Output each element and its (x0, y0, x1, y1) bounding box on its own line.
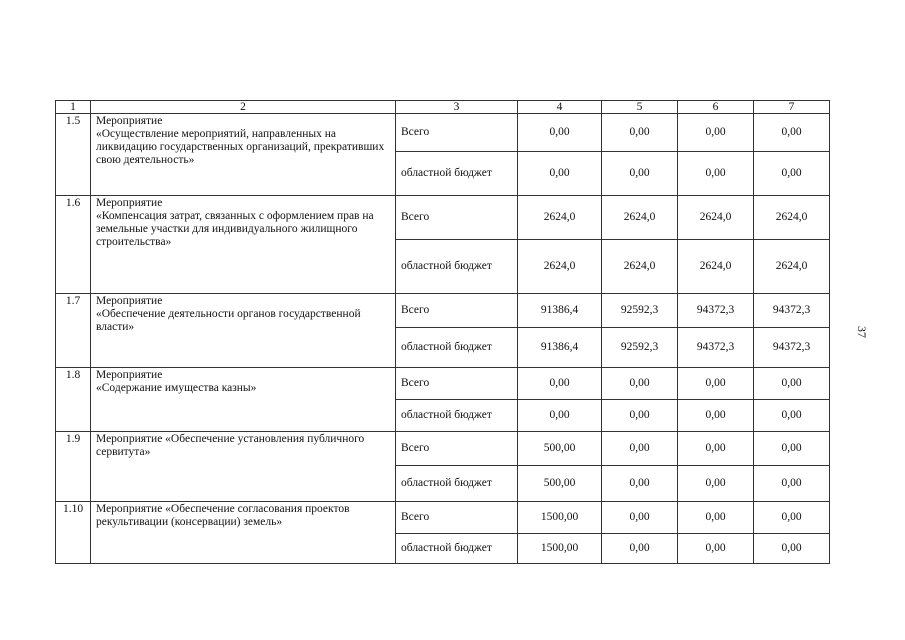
funding-source: областной бюджет (396, 466, 518, 502)
item-name (91, 294, 396, 368)
value-cell: 0,00 (754, 432, 830, 466)
value-cell: 0,00 (678, 152, 754, 196)
value-cell: 0,00 (602, 432, 678, 466)
value-cell: 0,00 (602, 152, 678, 196)
item-title: Мероприятие (96, 115, 163, 127)
value-cell: 0,00 (754, 502, 830, 534)
header-cell: 2 (91, 101, 396, 114)
value-cell: 2624,0 (602, 196, 678, 240)
value-cell: 92592,3 (602, 328, 678, 368)
item-number: 1.6 (56, 196, 91, 294)
value-cell: 0,00 (678, 400, 754, 432)
value-cell: 0,00 (754, 534, 830, 564)
funding-source: Всего (396, 502, 518, 534)
value-cell: 91386,4 (518, 328, 602, 368)
funding-source: Всего (396, 368, 518, 400)
funding-source: областной бюджет (396, 240, 518, 294)
funding-source: Всего (396, 294, 518, 328)
value-cell: 0,00 (754, 466, 830, 502)
item-number: 1.5 (56, 114, 91, 196)
item-number: 1.10 (56, 502, 91, 564)
value-cell: 0,00 (754, 114, 830, 152)
item-name (91, 114, 396, 196)
value-cell: 1500,00 (518, 534, 602, 564)
funding-source: областной бюджет (396, 534, 518, 564)
value-cell: 0,00 (754, 368, 830, 400)
item-description: «Компенсация затрат, связанных с оформлением прав на земельные участки для индивидуального жилищного строительства» (96, 210, 374, 248)
page-number: 37 (855, 326, 869, 338)
item-description: «Осуществление мероприятий, направленных на ликвидацию государственных организаций, прекративших свою деятельность» (96, 128, 385, 166)
value-cell: 0,00 (518, 400, 602, 432)
value-cell: 500,00 (518, 466, 602, 502)
item-title: Мероприятие (96, 295, 163, 307)
value-cell: 0,00 (602, 534, 678, 564)
item-name (91, 432, 396, 502)
value-cell: 0,00 (602, 400, 678, 432)
value-cell: 0,00 (678, 502, 754, 534)
value-cell: 500,00 (518, 432, 602, 466)
funding-source: Всего (396, 114, 518, 152)
value-cell: 0,00 (754, 152, 830, 196)
header-cell: 7 (754, 101, 830, 114)
value-cell: 0,00 (678, 466, 754, 502)
item-number: 1.9 (56, 432, 91, 502)
header-cell: 3 (396, 101, 518, 114)
value-cell: 94372,3 (678, 328, 754, 368)
item-title: Мероприятие «Обеспечение согласования проектов рекультивации (консервации) земель» (96, 503, 350, 528)
header-row (56, 101, 830, 114)
value-cell: 0,00 (754, 400, 830, 432)
item-title: Мероприятие (96, 369, 163, 381)
item-name (91, 502, 396, 564)
value-cell: 2624,0 (678, 240, 754, 294)
header-cell: 5 (602, 101, 678, 114)
value-cell: 0,00 (678, 432, 754, 466)
value-cell: 2624,0 (518, 196, 602, 240)
value-cell: 0,00 (602, 502, 678, 534)
table-row (56, 502, 830, 534)
value-cell: 2624,0 (602, 240, 678, 294)
table-row (56, 294, 830, 328)
value-cell: 0,00 (678, 114, 754, 152)
item-description: «Содержание имущества казны» (96, 382, 257, 394)
table-row (56, 114, 830, 152)
funding-source: Всего (396, 196, 518, 240)
value-cell: 2624,0 (754, 240, 830, 294)
value-cell: 1500,00 (518, 502, 602, 534)
value-cell: 2624,0 (678, 196, 754, 240)
table-row (56, 432, 830, 466)
value-cell: 92592,3 (602, 294, 678, 328)
item-name (91, 196, 396, 294)
item-title: Мероприятие (96, 197, 163, 209)
item-name (91, 368, 396, 432)
funding-source: областной бюджет (396, 400, 518, 432)
header-cell: 1 (56, 101, 91, 114)
header-cell: 4 (518, 101, 602, 114)
value-cell: 91386,4 (518, 294, 602, 328)
funding-source: областной бюджет (396, 328, 518, 368)
value-cell: 94372,3 (678, 294, 754, 328)
item-title: Мероприятие «Обеспечение установления публичного сервитута» (96, 433, 365, 458)
value-cell: 2624,0 (518, 240, 602, 294)
value-cell: 0,00 (518, 152, 602, 196)
value-cell: 0,00 (678, 534, 754, 564)
value-cell: 0,00 (518, 114, 602, 152)
funding-source: Всего (396, 432, 518, 466)
value-cell: 0,00 (678, 368, 754, 400)
value-cell: 2624,0 (754, 196, 830, 240)
value-cell: 94372,3 (754, 294, 830, 328)
value-cell: 0,00 (602, 114, 678, 152)
value-cell: 94372,3 (754, 328, 830, 368)
item-number: 1.7 (56, 294, 91, 368)
budget-table (55, 100, 830, 564)
table-row (56, 196, 830, 240)
table-row (56, 368, 830, 400)
value-cell: 0,00 (602, 466, 678, 502)
item-description: «Обеспечение деятельности органов государственной власти» (96, 308, 361, 333)
item-number: 1.8 (56, 368, 91, 432)
value-cell: 0,00 (602, 368, 678, 400)
value-cell: 0,00 (518, 368, 602, 400)
funding-source: областной бюджет (396, 152, 518, 196)
header-cell: 6 (678, 101, 754, 114)
